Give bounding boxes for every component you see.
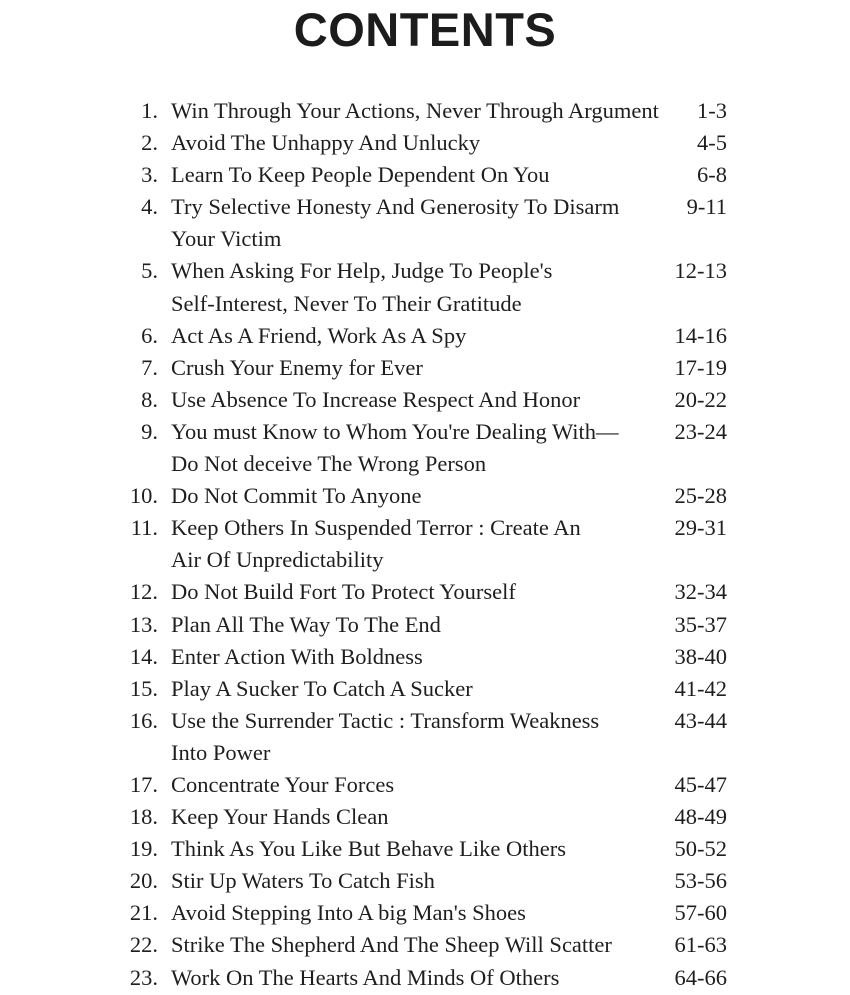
toc-entry-number: 10. [129,483,158,509]
toc-entry-title: Avoid Stepping Into A big Man's Shoes [171,900,526,926]
page-title: CONTENTS [293,3,557,56]
toc-entry-line [0,223,850,255]
toc-entry-line [0,737,850,769]
toc-entry-number: 6. [141,322,158,348]
toc-entry-pages: 32-34 [674,579,727,605]
toc-entry [0,897,850,929]
toc-entry-pages: 53-56 [674,868,727,894]
toc-entry-number: 15. [129,675,158,701]
toc-entry-pages: 64-66 [674,964,727,990]
toc-entry-title: Strike The Shepherd And The Sheep Will Scatter [171,932,612,958]
toc-entry-number: 22. [129,932,158,958]
toc-entry-line [0,865,850,897]
toc-entry [0,255,850,319]
toc-entry-line [0,544,850,576]
toc-entry [0,673,850,705]
toc-entry-title: Think As You Like But Behave Like Others [171,836,566,862]
toc-entry-title: Your Victim [171,226,282,252]
toc-entry-number: 21. [129,900,158,926]
toc-entry-number: 11. [130,515,158,541]
toc-entry-number: 5. [141,258,158,284]
toc-entry [0,929,850,961]
toc-entry-number: 19. [129,836,158,862]
toc-entry [0,609,850,641]
toc-entry-pages: 14-16 [674,322,727,348]
toc-entry-line [0,705,850,737]
toc-entry-pages: 17-19 [674,354,727,380]
toc-entry-title: Crush Your Enemy for Ever [171,354,423,380]
toc-entry [0,705,850,769]
toc-entry-number: 14. [129,643,158,669]
toc-entry-title: Play A Sucker To Catch A Sucker [171,675,473,701]
toc-entry-pages: 50-52 [674,836,727,862]
toc-entry-line [0,159,850,191]
toc-entry-line [0,833,850,865]
toc-entry-number: 8. [141,386,158,412]
toc-entry-line [0,191,850,223]
toc-entry-line [0,801,850,833]
toc-entry-pages: 57-60 [674,900,727,926]
toc-entry-number: 12. [129,579,158,605]
toc-entry-number: 4. [141,194,158,220]
toc-entry-line [0,352,850,384]
toc-entry-title: Try Selective Honesty And Generosity To Disarm [171,194,620,220]
toc-entry-title: Air Of Unpredictability [171,547,384,573]
toc-entry-line [0,641,850,673]
toc-entry-title: Use Absence To Increase Respect And Honor [171,386,581,412]
table-of-contents [0,95,850,994]
toc-entry [0,641,850,673]
toc-entry-title: Act As A Friend, Work As A Spy [171,322,467,348]
toc-entry-pages: 25-28 [674,483,727,509]
toc-entry-title: Stir Up Waters To Catch Fish [171,868,435,894]
toc-entry-pages: 41-42 [674,675,727,701]
toc-entry [0,576,850,608]
toc-entry-number: 13. [129,611,158,637]
toc-entry-title: Plan All The Way To The End [171,611,441,637]
toc-entry-line [0,673,850,705]
toc-entry-line [0,320,850,352]
toc-entry-line [0,255,850,287]
toc-entry-title: Into Power [171,739,271,765]
toc-entry [0,384,850,416]
toc-entry-title: Do Not deceive The Wrong Person [171,451,487,477]
toc-entry-line [0,480,850,512]
toc-entry [0,127,850,159]
toc-entry [0,320,850,352]
toc-entry-line [0,95,850,127]
toc-entry-title: Keep Your Hands Clean [171,804,389,830]
toc-entry-title: Do Not Commit To Anyone [171,483,422,509]
toc-entry-title: When Asking For Help, Judge To People's [171,258,553,284]
toc-entry-title: Avoid The Unhappy And Unlucky [171,130,481,156]
toc-entry-pages: 29-31 [674,515,727,541]
toc-entry-line [0,576,850,608]
toc-entry-pages: 23-24 [674,418,727,444]
toc-entry-pages: 12-13 [674,258,727,284]
toc-entry-line [0,288,850,320]
toc-entry-pages: 48-49 [674,804,727,830]
toc-entry-pages: 4-5 [697,130,727,156]
toc-entry-title: Use the Surrender Tactic : Transform Weakness [171,707,600,733]
toc-entry-number: 20. [129,868,158,894]
toc-entry-pages: 61-63 [674,932,727,958]
toc-entry [0,512,850,576]
toc-entry-number: 18. [129,804,158,830]
toc-entry-title: Keep Others In Suspended Terror : Create An [171,515,581,541]
toc-entry-title: Concentrate Your Forces [171,771,395,797]
toc-entry [0,833,850,865]
toc-entry-title: Learn To Keep People Dependent On You [171,162,550,188]
toc-entry-line [0,609,850,641]
toc-entry-title: Enter Action With Boldness [171,643,423,669]
toc-entry-pages: 45-47 [674,771,727,797]
toc-entry-line [0,416,850,448]
toc-entry-line [0,512,850,544]
toc-entry-line [0,897,850,929]
toc-entry-number: 3. [141,162,158,188]
toc-entry-pages: 43-44 [674,707,727,733]
toc-entry-line [0,127,850,159]
toc-entry-title: Self-Interest, Never To Their Gratitude [171,290,522,316]
toc-entry-line [0,384,850,416]
toc-entry-pages: 9-11 [686,194,727,220]
toc-entry-number: 1. [141,98,158,123]
toc-entry-number: 7. [141,354,158,380]
toc-entry-pages: 20-22 [674,386,727,412]
toc-entry-line [0,962,850,994]
toc-entry-number: 16. [129,707,158,733]
toc-entry-pages: 35-37 [674,611,727,637]
toc-entry [0,962,850,994]
toc-entry-number: 2. [141,130,158,156]
toc-entry [0,95,850,127]
toc-entry [0,191,850,255]
toc-entry [0,480,850,512]
toc-entry [0,416,850,480]
toc-entry-pages: 1-3 [697,98,727,123]
toc-entry-number: 17. [129,771,158,797]
toc-entry [0,769,850,801]
toc-entry-line [0,929,850,961]
toc-entry-number: 23. [129,964,158,990]
toc-entry-number: 9. [141,418,158,444]
toc-entry-title: Win Through Your Actions, Never Through Argument [171,98,659,123]
toc-entry [0,801,850,833]
toc-entry-line [0,769,850,801]
toc-entry [0,865,850,897]
toc-entry [0,159,850,191]
toc-entry-title: Work On The Hearts And Minds Of Others [171,964,560,990]
toc-entry-title: You must Know to Whom You're Dealing With— [171,418,619,444]
toc-entry-line [0,448,850,480]
toc-entry-title: Do Not Build Fort To Protect Yourself [171,579,516,605]
toc-entry-pages: 6-8 [697,162,727,188]
toc-entry [0,352,850,384]
toc-entry-pages: 38-40 [674,643,727,669]
